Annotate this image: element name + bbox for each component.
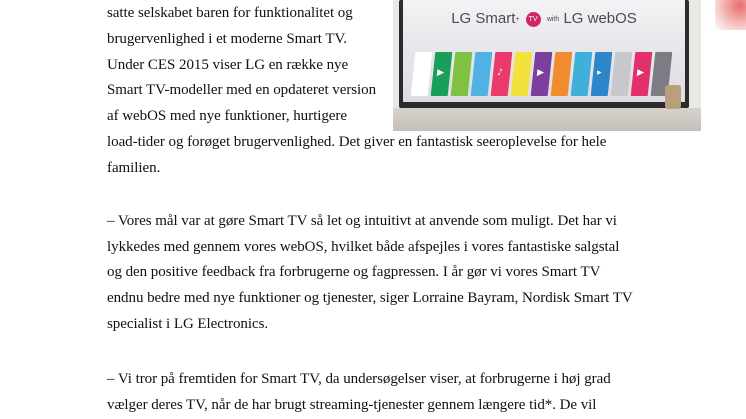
tv-badge-icon: TV <box>526 12 541 27</box>
text-line: vælger deres TV, når de har brugt streaming-tjenester gennem længere tid*. De vil <box>107 397 597 413</box>
launcher-card <box>511 52 533 96</box>
tv-stand <box>393 108 701 131</box>
launcher-glyph-icon: ▸ <box>596 68 603 78</box>
launcher-card <box>411 52 433 96</box>
launcher-card <box>451 52 473 96</box>
launcher-glyph-icon: ♪ <box>496 68 504 78</box>
lg-tv-photo <box>393 0 701 131</box>
text-line: Under CES 2015 viser LG en række nye <box>107 57 349 73</box>
launcher-card <box>531 52 553 96</box>
tv-title-left: LG Smart <box>451 10 516 27</box>
launcher-card <box>471 52 493 96</box>
launcher-glyph-icon: ▶ <box>436 68 445 78</box>
launcher-card <box>551 52 573 96</box>
launcher-card <box>431 52 453 96</box>
text-line: – Vi tror på fremtiden for Smart TV, da undersøgelser viser, at forbrugerne i høj grad <box>107 371 611 387</box>
launcher-card <box>591 52 613 96</box>
text-line: og den positive feedback fra forbrugerne og fagpressen. I år gør vi vores Smart TV <box>107 264 601 280</box>
lamp <box>665 85 681 109</box>
launcher-glyph-icon: ▶ <box>536 68 545 78</box>
text-line: load-tider og forøget brugervenlighed. Det giver en fantastisk seeroplevelse for hele <box>107 134 607 150</box>
text-line: – Vores mål var at gøre Smart TV så let og intuitivt at anvende som muligt. Det har vi <box>107 213 617 229</box>
launcher-card <box>571 52 593 96</box>
launcher-card <box>491 52 513 96</box>
launcher-card <box>611 52 633 96</box>
tv-title <box>403 10 685 27</box>
launcher-card <box>631 52 653 96</box>
decorative-edge <box>715 0 746 30</box>
tv-screen <box>403 0 685 102</box>
tv-title-plus: + <box>515 16 520 23</box>
text-line: brugervenlighed i et moderne Smart TV. <box>107 31 347 47</box>
text-line: Smart TV-modeller med en opdateret version <box>107 82 377 98</box>
tv-frame <box>399 0 689 108</box>
text-line: af webOS med nye funktioner, hurtigere <box>107 108 347 124</box>
launcher-glyph-icon: ▶ <box>636 68 645 78</box>
text-line: endnu bedre med nye funktioner og tjenester, siger Lorraine Bayram, Nordisk Smart TV <box>107 290 633 306</box>
tv-title-right: LG webOS <box>563 10 637 27</box>
tv-title-with: with <box>546 16 560 23</box>
text-line: lykkedes med gennem vores webOS, hvilket både afspejles i vores fantastiske salgstal <box>107 239 620 255</box>
text-line: specialist i LG Electronics. <box>107 316 269 332</box>
text-line: familien. <box>107 160 161 176</box>
text-line: satte selskabet baren for funktionalitet og <box>107 5 353 21</box>
